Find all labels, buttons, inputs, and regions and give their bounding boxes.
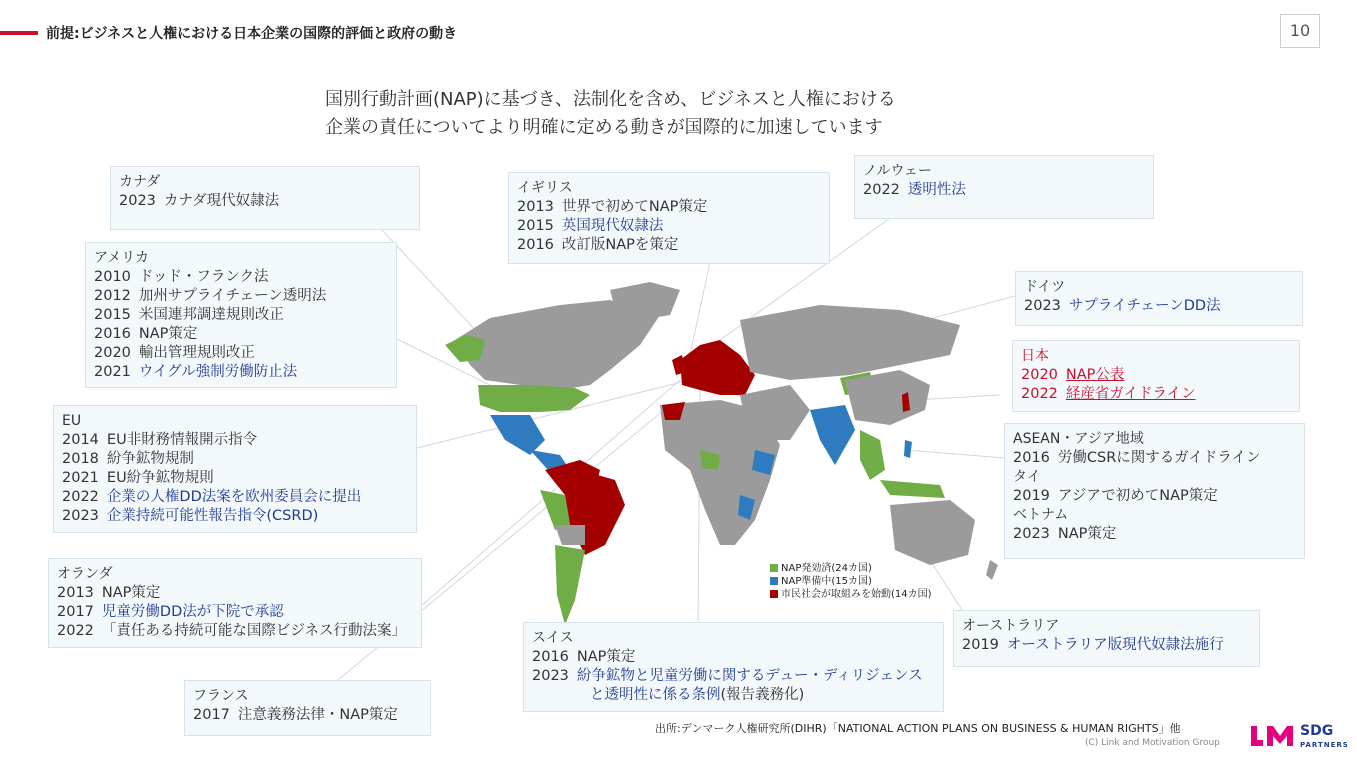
- country-label: フランス: [193, 688, 249, 704]
- country-label: ASEAN・アジア地域: [1013, 431, 1144, 447]
- law-row: 2020 NAP公表: [1021, 367, 1125, 383]
- law-row: 2013 世界で初めてNAP策定: [517, 199, 708, 215]
- pointer-australia: [930, 560, 970, 610]
- country-label: オランダ: [57, 566, 113, 582]
- page-number: 10: [1280, 14, 1320, 48]
- country-label: ノルウェー: [863, 163, 932, 179]
- law-row: 2016 NAP策定: [94, 326, 198, 342]
- region-new-zealand: [986, 560, 998, 580]
- law-row: 2023 NAP策定: [1013, 526, 1117, 542]
- box-switzerland: [523, 622, 944, 712]
- box-france: [184, 680, 431, 736]
- country-label-thailand: タイ: [1013, 469, 1041, 485]
- law-row: 2015 米国連邦調達規則改正: [94, 307, 284, 323]
- box-norway: [854, 155, 1154, 219]
- law-row: 2023 サプライチェーンDD法: [1024, 298, 1221, 314]
- source-note: 出所:デンマーク人権研究所(DIHR)「NATIONAL ACTION PLANS ON BUSINESS & HUMAN RIGHTS」他: [655, 722, 1181, 735]
- law-row: 2016 労働CSRに関するガイドライン: [1013, 450, 1261, 466]
- country-label: ドイツ: [1024, 279, 1066, 295]
- law-row: 2022 「責任ある持続可能な国際ビジネス行動法案」: [57, 623, 406, 639]
- region-chile-argentina: [555, 545, 585, 625]
- pointer-uk: [690, 262, 720, 355]
- law-row: 2016 改訂版NAPを策定: [517, 237, 679, 253]
- law-row: 2014 EU非財務情報開示指令: [62, 432, 258, 448]
- law-row: 2023 カナダ現代奴隷法: [119, 193, 280, 209]
- region-southeast-asia: [860, 430, 885, 480]
- law-row: 2022 経産省ガイドライン: [1021, 386, 1196, 402]
- legend-item-nap-done: NAP発効済(24カ国): [770, 562, 932, 575]
- law-row: 2019 オーストラリア版現代奴隷法施行: [962, 637, 1224, 653]
- country-label: オーストラリア: [962, 618, 1060, 634]
- country-label-vietnam: ベトナム: [1013, 507, 1069, 523]
- pointer-asean: [905, 450, 1005, 466]
- box-canada: [110, 166, 420, 230]
- region-china: [845, 370, 930, 425]
- law-row: 2020 輸出管理規則改正: [94, 345, 255, 361]
- law-row: 2012 加州サプライチェーン透明法: [94, 288, 327, 304]
- law-row: 2021 ウイグル強制労働防止法: [94, 364, 298, 380]
- country-label: カナダ: [119, 174, 161, 190]
- law-row: 2022 企業の人権DD法案を欧州委員会に提出: [62, 489, 362, 505]
- box-australia: [953, 610, 1260, 667]
- law-row: 2013 NAP策定: [57, 585, 161, 601]
- box-germany: [1015, 271, 1303, 326]
- law-row: 2010 ドッド・フランク法: [94, 269, 269, 285]
- lead-line-2: 企業の責任についてより明確に定める動きが国際的に加速しています: [325, 117, 883, 138]
- sdg-partners-logo: SDG PARTNERS: [1300, 723, 1349, 749]
- law-row: 2017 児童労働DD法が下院で承認: [57, 604, 284, 620]
- legend-swatch-blue: [770, 577, 778, 585]
- law-row: 2019 アジアで初めてNAP策定: [1013, 488, 1218, 504]
- law-row: 2015 英国現代奴隷法: [517, 218, 664, 234]
- box-eu: [53, 405, 417, 533]
- country-label: EU: [62, 413, 82, 429]
- region-india: [810, 405, 855, 465]
- legend-swatch-red: [770, 590, 778, 598]
- legend-item-civil: 市民社会が取組みを始動(14カ国): [770, 588, 932, 601]
- law-row-continued: と透明性に係る条例(報告義務化): [590, 687, 805, 703]
- country-label: イギリス: [517, 180, 573, 196]
- region-australia: [890, 500, 975, 565]
- country-label: 日本: [1021, 348, 1049, 364]
- region-canada: [445, 335, 485, 362]
- box-netherlands: [48, 558, 422, 648]
- box-uk: [508, 172, 830, 264]
- country-label: スイス: [532, 630, 574, 646]
- region-philippines: [904, 440, 912, 458]
- header-title: 前提:ビジネスと人権における日本企業の国際的評価と政府の動き: [46, 26, 458, 42]
- lm-logo-icon: [1250, 724, 1294, 748]
- legend-item-nap-prep: NAP準備中(15カ国): [770, 575, 932, 588]
- law-row: 2023 企業持続可能性報告指令(CSRD): [62, 508, 319, 524]
- law-row: 2021 EU紛争鉱物規則: [62, 470, 214, 486]
- law-row: 2022 透明性法: [863, 182, 966, 198]
- box-usa: [85, 242, 397, 388]
- region-bolivia: [555, 525, 585, 545]
- region-indonesia: [880, 480, 945, 498]
- copyright: (C) Link and Motivation Group: [1085, 738, 1220, 748]
- box-japan: [1012, 340, 1300, 412]
- lead-line-1: 国別行動計画(NAP)に基づき、法制化を含め、ビジネスと人権における: [325, 89, 896, 110]
- law-row: 2017 注意義務法律・NAP策定: [193, 707, 398, 723]
- law-row: 2023 紛争鉱物と児童労働に関するデュー・ディリジェンス: [532, 668, 923, 684]
- law-row: 2016 NAP策定: [532, 649, 636, 665]
- map-legend: [770, 562, 932, 601]
- law-row: 2018 紛争鉱物規制: [62, 451, 194, 467]
- legend-swatch-green: [770, 564, 778, 572]
- country-label: アメリカ: [94, 250, 150, 266]
- box-asean: [1004, 423, 1305, 559]
